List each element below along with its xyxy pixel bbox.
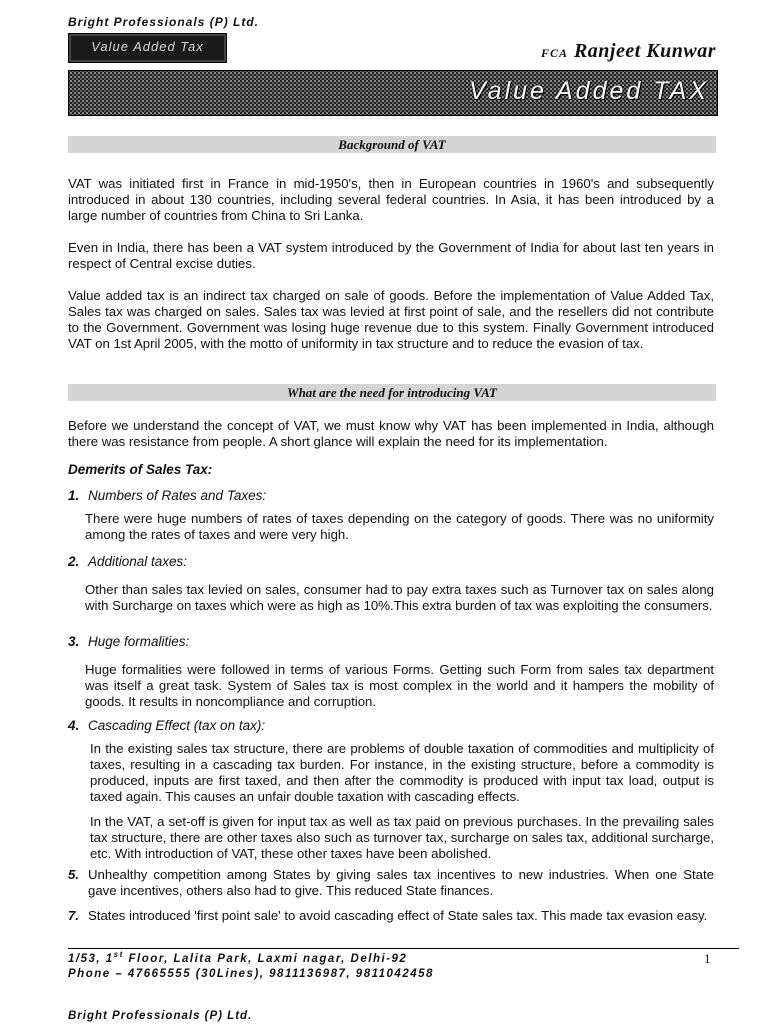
demerit-item-title xyxy=(68,634,189,649)
demerit-item-number: 2. xyxy=(68,554,80,569)
demerit-item-number: 5. xyxy=(68,867,79,882)
demerits-heading: Demerits of Sales Tax: xyxy=(68,462,213,477)
demerit-item-7 xyxy=(68,908,714,924)
demerit-item-number: 3. xyxy=(68,634,80,649)
title-banner xyxy=(68,70,718,116)
paragraph-vat-definition: Value added tax is an indirect tax charged on sale of goods. Before the implementation of Value Added Tax, Sales tax was charged on sales. Sales tax was levied at first point of sale, and the resellers did not contribute to the Government. Government was losing huge revenue due to this system. Finally Government introduced VAT on 1st April 2005, with the motto of uniformity in tax structure and to reduce the evasion of tax. xyxy=(68,288,714,351)
demerit-item-text: In the existing sales tax structure, there are problems of double taxation of commodities and multiplicity of taxes, resulting in a cascading tax burden. For instance, in the existing structure, before a commodity is produced, inputs are first taxed, and then after the commodity is produced with input tax load, output is taxed again. This causes an unfair double taxation with cascading effects. xyxy=(90,741,714,804)
demerit-item-text: There were huge numbers of rates of taxes depending on the category of goods. There was no uniformity among the rates of taxes and were very high. xyxy=(85,511,714,542)
footer-address-superscript: st xyxy=(113,950,124,959)
author-prefix: FCA xyxy=(540,46,568,60)
header-company-name: Bright Professionals (P) Ltd. xyxy=(68,15,260,29)
footer-address-start: 1/53, 1 xyxy=(68,952,114,965)
demerit-item-5 xyxy=(68,867,714,899)
demerit-item-number: 1. xyxy=(68,488,80,503)
paragraph-vat-origin: VAT was initiated first in France in mid-1950's, then in European countries in 1960's and subsequently introduced in about 130 countries, including several federal countries. In Asia, it has been introduced by a large number of countries from China to Sri Lanka. xyxy=(68,176,714,223)
demerit-item-title xyxy=(68,554,187,569)
footer-divider xyxy=(68,948,739,949)
footer-company-name: Bright Professionals (P) Ltd. xyxy=(68,1010,253,1022)
demerit-item-number: 7. xyxy=(68,908,79,923)
banner-title: Value Added TAX xyxy=(468,77,709,105)
page-number: 1 xyxy=(704,951,711,966)
demerit-item-text: States introduced 'first point sale' to avoid cascading effect of State sales tax. This made tax evasion easy. xyxy=(88,908,708,923)
author-credit xyxy=(541,40,716,63)
paragraph-vat-india: Even in India, there has been a VAT system introduced by the Government of India for about last ten years in respect of Central excise duties. xyxy=(68,240,714,271)
footer-address xyxy=(68,950,407,965)
author-name: Ranjeet Kunwar xyxy=(573,40,716,62)
paragraph-need-intro: Before we understand the concept of VAT, we must know why VAT has been implemented in India, although there was resistance from people. A short glance will explain the need for its implementation. xyxy=(68,418,714,449)
footer-phone: Phone – 47665555 (30Lines), 9811136987, 9811042458 xyxy=(68,968,434,980)
section-heading-background: Background of VAT xyxy=(68,136,716,153)
section-heading-need: What are the need for introducing VAT xyxy=(68,384,716,401)
demerit-item-label: Huge formalities: xyxy=(88,634,190,649)
demerit-item-label: Additional taxes: xyxy=(88,554,188,569)
demerit-item-text: Unhealthy competition among States by giving sales tax incentives to new industries. When one State gave incentives, others also had to give. This reduced State finances. xyxy=(88,867,714,898)
footer-address-end: Floor, Lalita Park, Laxmi nagar, Delhi-92 xyxy=(123,952,408,965)
demerit-item-title xyxy=(68,718,265,733)
document-tag-label: Value Added Tax xyxy=(91,39,204,54)
demerit-item-text: Huge formalities were followed in terms of various Forms. Getting such Form from sales tax department was itself a great task. System of Sales tax is most complex in the world and it hampers the mobility of goods. It results in noncompliance and corruption. xyxy=(85,662,714,709)
demerit-item-title xyxy=(68,488,266,503)
demerit-item-text: Other than sales tax levied on sales, consumer had to pay extra taxes such as Turnover tax on sales along with Surcharge on taxes which were as high as 10%.This extra burden of tax was exploiting the consumers. xyxy=(85,582,714,613)
document-tag-box xyxy=(68,33,227,63)
demerit-item-text-continued: In the VAT, a set-off is given for input tax as well as tax paid on previous purchases. In the prevailing sales tax structure, there are other taxes also such as turnover tax, surcharge on sales tax, additional surcharge, etc. With introduction of VAT, these other taxes have been abolished. xyxy=(90,814,714,861)
demerit-item-label: Cascading Effect (tax on tax): xyxy=(88,718,266,733)
demerit-item-label: Numbers of Rates and Taxes: xyxy=(88,488,267,503)
demerit-item-number: 4. xyxy=(68,718,80,733)
